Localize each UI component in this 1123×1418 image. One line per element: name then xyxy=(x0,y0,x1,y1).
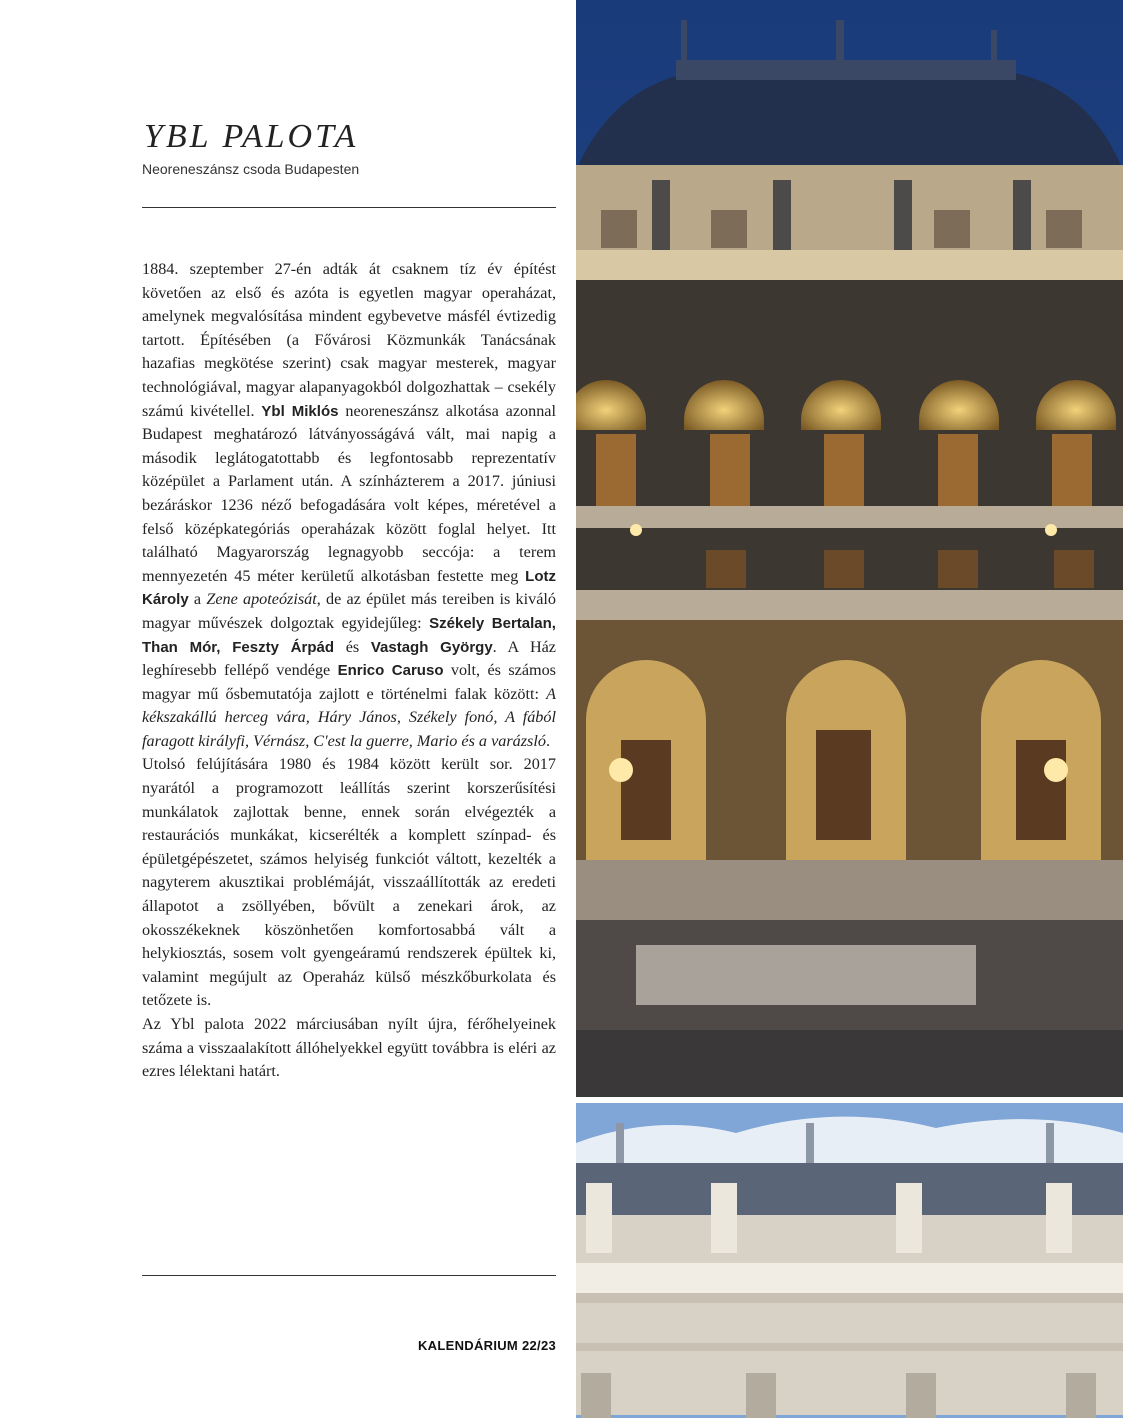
page-title: YBL PALOTA xyxy=(144,118,359,155)
paragraph-3: Az Ybl palota 2022 márciusában nyílt újra, férőhelyeinek száma a visszaalakított állóhelyekkel együtt továbbra is eléri az ezres lélektani határt. xyxy=(142,1015,556,1081)
work-title: Zene apoteózisát xyxy=(206,590,317,609)
name-lotz-karoly: Lotz Károly xyxy=(142,567,556,609)
bottom-divider xyxy=(142,1275,556,1276)
footer-page-label: KALENDÁRIUM 22/23 xyxy=(417,1338,556,1353)
article-body xyxy=(142,258,556,1084)
artist-names: Székely Bertalan, Than Mór, Feszty Árpád xyxy=(142,614,556,656)
top-divider xyxy=(142,207,556,208)
name-enrico-caruso: Enrico Caruso xyxy=(337,662,444,680)
opera-house-night-photo xyxy=(576,0,1123,1097)
paragraph-1: 1884. szeptember 27-én adták át csaknem tíz év építést követően az első és azóta is egyetlen magyar operaházat, amelynek megvalósítása mindent egybevetve másfél évtizedig tartott. Építésében (a Fővárosi Közmunkák Tanácsának hazafias megkötése szerint) csak magyar mesterek, magyar technológiával, magyar alapanyagokból dolgozhattak – csekély számú kivétellel. Ybl Miklós neoreneszánsz alkotása azonnal Budapest meghatározó látványosságává vált, mai napig a második leglátogatottabb és legfontosabb reprezentatív középület a Parlament után. A színházterem a 2017. júniusi bezáráskor 1236 néző befogadására volt képes, méretével a felső középkategóriás operaházak között foglal helyet. Itt található Magyarország legnagyobb seccója: a terem mennyezetén 45 méter kerületű alkotásban festette meg Lotz Károly a Zene apoteózisát, de az épület más tereiben is kiváló magyar művészek dolgoztak egyidejűleg: Székely Bertalan, Than Mór, Feszty Árpád és Vastagh György. A Ház leghíresebb fellépő vendége Enrico Caruso volt, és számos magyar mű ősbemutatója zajlott e történelmi falak között: A kékszakállú herceg vára, Háry János, Székely fonó, A fából faragott királyfi, Vérnász, C'est la guerre, Mario és a varázsló. xyxy=(142,260,556,750)
paragraph-2: Utolsó felújítására 1980 és 1984 között került sor. 2017 nyarától a programozott leállítás szerint korszerűsítési munkálatok zajlottak benne, ennek során elvégezték a restaurációs munkákat, kicserélték a komplett színpad- és épületgépészetet, számos helyiség funkciót váltott, kezelték a nagyterem akusztikai problémáját, visszaállították az eredeti állapotot a zsöllyében, bővült a zenekari árok, az okosszékeknek köszönhetően komfortosabbá vált a helykiosztás, sosem volt gyengeáramú rendszerek épültek ki, valamint megújult az Operaház külső mészkőburkolata és tetőzete is. xyxy=(142,755,556,1010)
name-vastagh-gyorgy: Vastagh György xyxy=(370,638,493,656)
premiere-list: A kékszakállú herceg vára, Háry János, Székely fonó, A fából faragott királyfi, Vérnász, C'est la guerre, Mario és a varázsló xyxy=(142,684,556,750)
opera-house-roof-photo xyxy=(576,1103,1123,1418)
page-subtitle: Neoreneszánsz csoda Budapesten xyxy=(142,161,360,177)
name-ybl-miklos: Ybl Miklós xyxy=(261,402,339,420)
text-column xyxy=(142,0,556,1418)
